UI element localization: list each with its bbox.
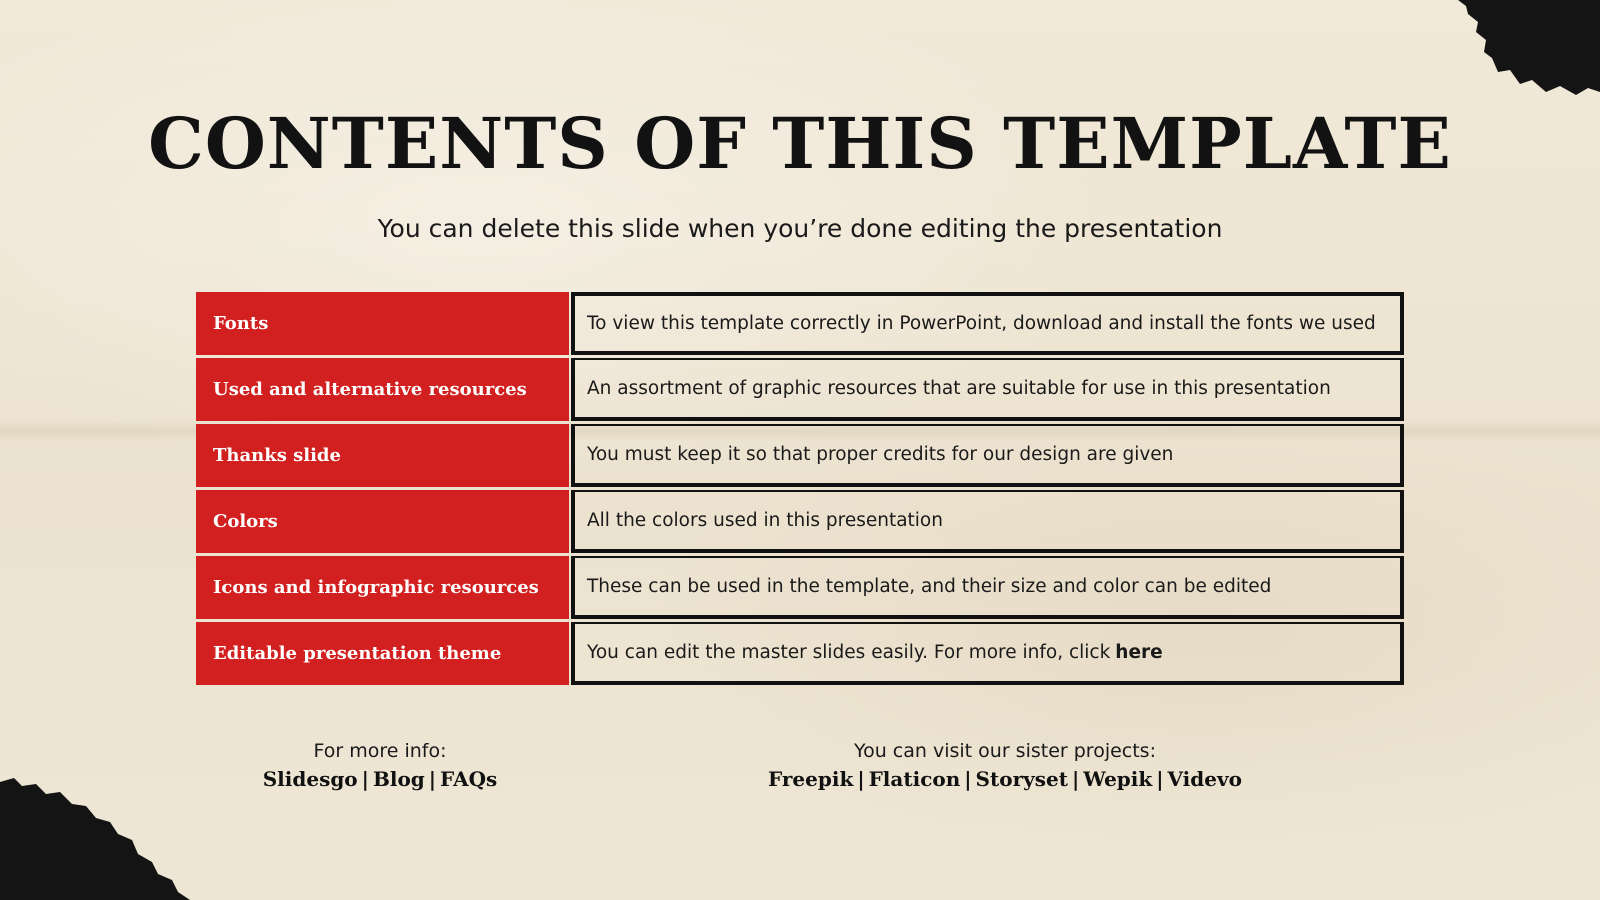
row-description: An assortment of graphic resources that are suitable for use in this presentation — [571, 358, 1404, 421]
wepik-link[interactable]: Wepik — [1083, 767, 1153, 791]
row-description: All the colors used in this presentation — [571, 490, 1404, 553]
row-description — [571, 622, 1404, 685]
slidesgo-link[interactable]: Slidesgo — [262, 767, 358, 791]
row-label-theme: Editable presentation theme — [196, 622, 569, 685]
row-label-colors: Colors — [196, 490, 569, 553]
torn-paper-bottom-left — [0, 770, 200, 900]
row-label-icons: Icons and infographic resources — [196, 556, 569, 619]
storyset-link[interactable]: Storyset — [975, 767, 1068, 791]
torn-paper-top-right — [1400, 0, 1600, 100]
link-separator: | — [857, 767, 865, 791]
contents-table — [196, 292, 1404, 685]
row-label-thanks: Thanks slide — [196, 424, 569, 487]
slide-subtitle: You can delete this slide when you’re done editing the presentation — [377, 214, 1223, 243]
row-label-resources: Used and alternative resources — [196, 358, 569, 421]
row-description-text: You can edit the master slides easily. For more info, click — [587, 642, 1111, 663]
footer-sister-projects — [680, 738, 1330, 794]
link-separator: | — [1156, 767, 1164, 791]
table-row — [196, 424, 1404, 487]
table-row — [196, 622, 1404, 685]
table-row — [196, 490, 1404, 553]
link-separator: | — [361, 767, 369, 791]
footer-left-heading: For more info: — [313, 740, 447, 762]
videvo-link[interactable]: Videvo — [1167, 767, 1242, 791]
faqs-link[interactable]: FAQs — [440, 767, 498, 791]
link-separator: | — [964, 767, 972, 791]
here-link[interactable]: here — [1115, 642, 1163, 663]
footer-left-links — [200, 764, 560, 794]
row-description: To view this template correctly in PowerPoint, download and install the fonts we used — [571, 292, 1404, 355]
table-row — [196, 358, 1404, 421]
freepik-link[interactable]: Freepik — [768, 767, 854, 791]
link-separator: | — [1071, 767, 1080, 791]
link-separator: | — [428, 767, 437, 791]
footer-right-heading: You can visit our sister projects: — [854, 740, 1156, 762]
row-description: You must keep it so that proper credits for our design are given — [571, 424, 1404, 487]
table-row — [196, 292, 1404, 355]
table-row — [196, 556, 1404, 619]
flaticon-link[interactable]: Flaticon — [868, 767, 961, 791]
footer-more-info — [200, 738, 560, 794]
footer-right-links — [680, 764, 1330, 794]
slide-title: CONTENTS OF THIS TEMPLATE — [148, 102, 1452, 185]
row-label-fonts: Fonts — [196, 292, 569, 355]
row-description: These can be used in the template, and their size and color can be edited — [571, 556, 1404, 619]
blog-link[interactable]: Blog — [372, 767, 425, 791]
